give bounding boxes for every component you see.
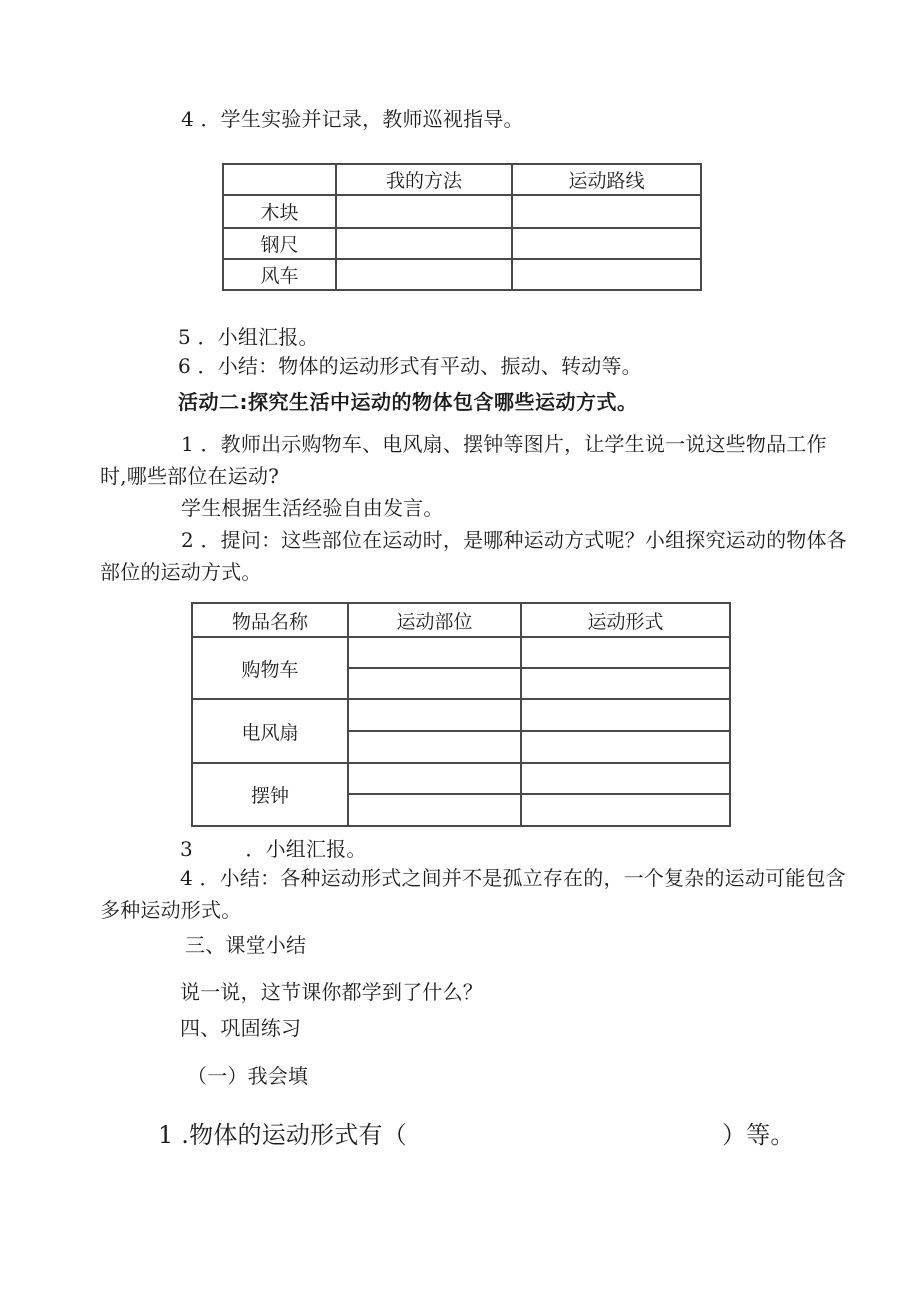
t2-header-motion-form: 运动形式: [521, 603, 730, 637]
t1-header-empty: [223, 164, 336, 195]
t2-blank-cell: [348, 731, 521, 763]
table-row: [192, 763, 730, 794]
section4-heading: 四、巩固练习: [180, 1016, 302, 1040]
paragraph-step5-report: 5 ．小组汇报。: [178, 325, 319, 349]
t2-blank-cell: [348, 699, 521, 731]
t2-blank-cell: [348, 794, 521, 826]
t2-label-shopping-cart: 购物车: [192, 637, 348, 699]
t1-blank-cell: [336, 259, 512, 290]
t1-blank-cell: [336, 195, 512, 228]
table-row: [223, 195, 701, 228]
t2-label-electric-fan: 电风扇: [192, 699, 348, 763]
t1-label-wood-block: 木块: [223, 195, 336, 228]
t2-blank-cell: [521, 763, 730, 794]
experiment-record-table: [222, 163, 702, 291]
table-row: [192, 637, 730, 668]
fill-blank-question-left: 1 .物体的运动形式有（: [158, 1121, 407, 1149]
paragraph-step4-summary-line1: 4 ．小结：各种运动形式之间并不是孤立存在的，一个复杂的运动可能包含: [180, 866, 846, 890]
t1-header-route: 运动路线: [512, 164, 701, 195]
paragraph-students-speak: 学生根据生活经验自由发言。: [181, 496, 444, 520]
table-row: [223, 228, 701, 259]
section3-heading: 三、课堂小结: [185, 933, 307, 957]
t2-blank-cell: [348, 763, 521, 794]
paragraph-activity2-step2-line1: 2 ．提问：这些部位在运动时，是哪种运动方式呢？小组探究运动的物体各: [181, 528, 847, 552]
t1-label-pinwheel: 风车: [223, 259, 336, 290]
table-row: [192, 699, 730, 731]
t2-blank-cell: [521, 731, 730, 763]
paragraph-step4-experiment: 4 ．学生实验并记录，教师巡视指导。: [181, 107, 524, 131]
paragraph-step3-report: 3 ．小组汇报。: [180, 837, 367, 861]
t2-blank-cell: [521, 637, 730, 668]
activity2-heading: 活动二:探究生活中运动的物体包含哪些运动方式。: [178, 390, 638, 414]
t1-blank-cell: [336, 228, 512, 259]
t1-blank-cell: [512, 195, 701, 228]
paragraph-say-something: 说一说，这节课你都学到了什么？: [180, 980, 483, 1004]
table-row: [192, 603, 730, 637]
t2-header-motion-part: 运动部位: [348, 603, 521, 637]
fill-blank-question-right: ）等。: [722, 1121, 795, 1149]
t1-header-method: 我的方法: [336, 164, 512, 195]
t1-blank-cell: [512, 228, 701, 259]
t1-blank-cell: [512, 259, 701, 290]
t1-label-steel-ruler: 钢尺: [223, 228, 336, 259]
paragraph-step4-summary-line2: 多种运动形式。: [100, 898, 242, 922]
subsection-fill-heading: （一）我会填: [187, 1064, 309, 1088]
t2-blank-cell: [348, 637, 521, 668]
t2-header-item-name: 物品名称: [192, 603, 348, 637]
paragraph-activity2-step1-line2: 时,哪些部位在运动?: [100, 464, 280, 488]
table-row: [223, 164, 701, 195]
t2-label-pendulum-clock: 摆钟: [192, 763, 348, 826]
t2-blank-cell: [521, 699, 730, 731]
t2-blank-cell: [521, 794, 730, 826]
table-row: [223, 259, 701, 290]
t2-blank-cell: [521, 668, 730, 699]
t2-blank-cell: [348, 668, 521, 699]
paragraph-step6-summary: 6 ．小结：物体的运动形式有平动、振动、转动等。: [178, 354, 642, 378]
motion-forms-table: [191, 602, 731, 827]
paragraph-activity2-step2-line2: 部位的运动方式。: [100, 560, 262, 584]
paragraph-activity2-step1-line1: 1 ．教师出示购物车、电风扇、摆钟等图片，让学生说一说这些物品工作: [181, 432, 827, 456]
